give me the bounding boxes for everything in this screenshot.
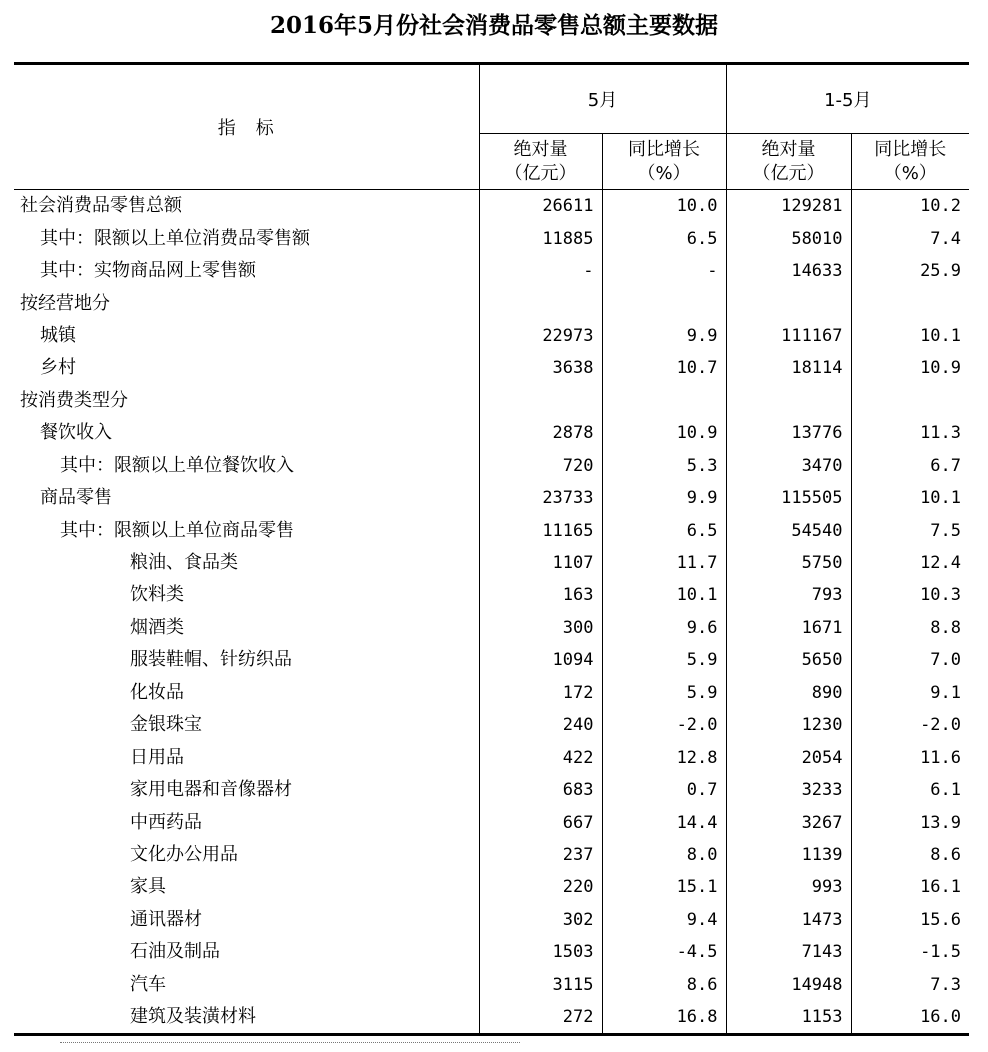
row-label: 文化办公用品 (14, 839, 479, 871)
row-label: 服装鞋帽、针纺织品 (14, 644, 479, 676)
cell-month-abs: 240 (479, 709, 602, 741)
cell-ytd-abs: 3267 (726, 806, 851, 838)
cell-month-abs: 237 (479, 839, 602, 871)
cell-month-abs: 172 (479, 677, 602, 709)
cell-ytd-abs: 2054 (726, 741, 851, 773)
table-row (14, 644, 969, 676)
cell-ytd-abs: 18114 (726, 352, 851, 384)
cell-ytd-abs: 1473 (726, 904, 851, 936)
cell-month-abs: 220 (479, 871, 602, 903)
table-row (14, 417, 969, 449)
retail-sales-table (14, 62, 969, 1036)
table-row (14, 871, 969, 903)
cell-ytd-yoy: 25.9 (920, 261, 962, 282)
header-indicator: 指 标 (14, 64, 479, 190)
table-row (14, 547, 969, 579)
cell-ytd-yoy (851, 385, 969, 417)
table-row (14, 741, 969, 773)
cell-month-abs: 3638 (479, 352, 602, 384)
header-month-abs: 绝对量 （亿元） (479, 134, 602, 190)
row-label: 餐饮收入 (14, 417, 479, 449)
cell-ytd-yoy: 16.0 (851, 1001, 969, 1035)
table-row (14, 677, 969, 709)
cell-ytd-abs: 1671 (726, 612, 851, 644)
cell-ytd-abs: 3470 (726, 450, 851, 482)
table-body (14, 190, 969, 1035)
cell-ytd-abs (726, 385, 851, 417)
cell-month-yoy: 10.0 (602, 190, 726, 223)
table-row (14, 806, 969, 838)
cell-month-yoy (602, 287, 726, 319)
cell-ytd-yoy: 12.4 (920, 553, 962, 574)
cell-ytd-yoy: 7.5 (930, 520, 962, 541)
table-row (14, 936, 969, 968)
table-row (14, 579, 969, 611)
cell-month-abs: 11165 (479, 514, 602, 546)
cell-ytd-abs: 14948 (726, 969, 851, 1001)
cell-ytd-yoy: 16.1 (920, 877, 962, 898)
cell-month-yoy: 6.5 (602, 514, 726, 546)
table-row (14, 1001, 969, 1035)
table-row (14, 482, 969, 514)
table-row (14, 612, 969, 644)
table-row (14, 969, 969, 1001)
cell-month-abs: 272 (479, 1001, 602, 1035)
cell-month-abs: 1107 (479, 547, 602, 579)
header-group-month: 5月 (479, 64, 726, 134)
cell-month-yoy: -2.0 (602, 709, 726, 741)
cell-month-abs: 300 (479, 612, 602, 644)
row-label: 金银珠宝 (14, 709, 479, 741)
row-label: 石油及制品 (14, 936, 479, 968)
cell-ytd-yoy: 8.8 (930, 617, 962, 638)
row-label: 通讯器材 (14, 904, 479, 936)
cell-month-yoy: 15.1 (602, 871, 726, 903)
cell-ytd-yoy: 7.0 (930, 650, 962, 671)
header-ytd-abs: 绝对量 （亿元） (726, 134, 851, 190)
row-label: 粮油、食品类 (14, 547, 479, 579)
cell-month-abs: 3115 (479, 969, 602, 1001)
row-label: 社会消费品零售总额 (14, 190, 479, 223)
cell-month-abs: - (479, 255, 602, 287)
table-row (14, 385, 969, 417)
cell-month-yoy: 14.4 (602, 806, 726, 838)
cell-ytd-abs: 129281 (726, 190, 851, 223)
cell-ytd-yoy: 6.1 (930, 780, 962, 801)
row-label: 乡村 (14, 352, 479, 384)
table-row (14, 450, 969, 482)
cell-month-yoy: 9.6 (602, 612, 726, 644)
cell-ytd-abs: 14633 (726, 255, 851, 287)
cell-month-abs: 11885 (479, 222, 602, 254)
cell-ytd-abs: 993 (726, 871, 851, 903)
cell-ytd-yoy: 9.1 (930, 682, 962, 703)
cell-ytd-yoy: -1.5 (920, 942, 962, 963)
row-label: 家用电器和音像器材 (14, 774, 479, 806)
cell-ytd-abs: 58010 (726, 222, 851, 254)
cell-ytd-yoy: 11.3 (920, 423, 962, 444)
row-label: 商品零售 (14, 482, 479, 514)
cell-month-yoy: 16.8 (602, 1001, 726, 1035)
cell-month-abs: 720 (479, 450, 602, 482)
cell-ytd-yoy (851, 287, 969, 319)
cell-month-abs: 23733 (479, 482, 602, 514)
table-row (14, 287, 969, 319)
cell-month-abs: 683 (479, 774, 602, 806)
cell-ytd-abs: 793 (726, 579, 851, 611)
header-group-ytd: 1-5月 (726, 64, 969, 134)
row-label: 其中：实物商品网上零售额 (14, 255, 479, 287)
header-month-yoy: 同比增长 （%） (602, 134, 726, 190)
cell-ytd-abs: 890 (726, 677, 851, 709)
row-label: 建筑及装潢材料 (14, 1001, 479, 1035)
cell-month-abs: 163 (479, 579, 602, 611)
cell-ytd-yoy: 7.3 (930, 974, 962, 995)
row-label: 按经营地分 (14, 287, 479, 319)
cell-month-yoy: 5.9 (602, 644, 726, 676)
cell-month-abs: 422 (479, 741, 602, 773)
cell-month-yoy: 9.4 (602, 904, 726, 936)
cell-ytd-yoy: 8.6 (930, 844, 962, 865)
cell-ytd-abs: 5750 (726, 547, 851, 579)
cell-ytd-abs: 1153 (726, 1001, 851, 1035)
cell-ytd-yoy: 6.7 (930, 455, 962, 476)
table-row (14, 774, 969, 806)
cell-month-abs: 1094 (479, 644, 602, 676)
row-label: 汽车 (14, 969, 479, 1001)
page-title: 2016年5月份社会消费品零售总额主要数据 (269, 12, 719, 39)
cell-month-yoy: 10.9 (602, 417, 726, 449)
row-label: 中西药品 (14, 806, 479, 838)
cell-month-yoy: 8.6 (602, 969, 726, 1001)
row-label: 其中：限额以上单位餐饮收入 (14, 450, 479, 482)
table-row (14, 352, 969, 384)
table-row (14, 190, 969, 223)
table-row (14, 709, 969, 741)
row-label: 按消费类型分 (14, 385, 479, 417)
cell-ytd-yoy: 7.4 (930, 228, 962, 249)
cell-month-yoy (602, 385, 726, 417)
row-label: 烟酒类 (14, 612, 479, 644)
cell-ytd-yoy: 11.6 (920, 747, 962, 768)
cell-month-yoy: 12.8 (602, 741, 726, 773)
cell-ytd-abs: 111167 (726, 320, 851, 352)
cell-ytd-abs: 5650 (726, 644, 851, 676)
cell-ytd-abs: 3233 (726, 774, 851, 806)
cell-month-yoy: 9.9 (602, 320, 726, 352)
cell-month-yoy: 10.7 (602, 352, 726, 384)
table-row (14, 514, 969, 546)
cell-month-abs: 2878 (479, 417, 602, 449)
cell-ytd-yoy: 10.1 (920, 488, 962, 509)
cell-ytd-abs: 1139 (726, 839, 851, 871)
cell-month-abs (479, 385, 602, 417)
row-label: 其中：限额以上单位消费品零售额 (14, 222, 479, 254)
row-label: 城镇 (14, 320, 479, 352)
cell-month-yoy: 5.9 (602, 677, 726, 709)
cell-month-yoy: 0.7 (602, 774, 726, 806)
cell-ytd-yoy: 10.2 (920, 196, 962, 217)
cell-ytd-abs: 115505 (726, 482, 851, 514)
cell-ytd-yoy: 10.9 (920, 358, 962, 379)
cell-ytd-yoy: -2.0 (920, 715, 962, 736)
cell-month-abs: 26611 (479, 190, 602, 223)
table-row (14, 255, 969, 287)
cell-ytd-abs (726, 287, 851, 319)
footnote-divider (60, 1042, 520, 1049)
cell-ytd-abs: 1230 (726, 709, 851, 741)
row-label: 其中：限额以上单位商品零售 (14, 514, 479, 546)
cell-month-yoy: -4.5 (602, 936, 726, 968)
row-label: 日用品 (14, 741, 479, 773)
cell-month-yoy: 10.1 (602, 579, 726, 611)
row-label: 家具 (14, 871, 479, 903)
table-row (14, 320, 969, 352)
cell-month-abs: 22973 (479, 320, 602, 352)
cell-ytd-yoy: 15.6 (920, 909, 962, 930)
cell-month-yoy: - (602, 255, 726, 287)
header-ytd-yoy: 同比增长 （%） (851, 134, 969, 190)
table-row (14, 222, 969, 254)
cell-month-abs: 667 (479, 806, 602, 838)
cell-month-yoy: 9.9 (602, 482, 726, 514)
cell-ytd-yoy: 10.3 (920, 585, 962, 606)
row-label: 化妆品 (14, 677, 479, 709)
table-row (14, 904, 969, 936)
cell-ytd-abs: 13776 (726, 417, 851, 449)
cell-month-abs: 1503 (479, 936, 602, 968)
cell-ytd-abs: 54540 (726, 514, 851, 546)
cell-month-abs (479, 287, 602, 319)
cell-ytd-yoy: 13.9 (920, 812, 962, 833)
cell-ytd-yoy: 10.1 (920, 325, 962, 346)
cell-ytd-abs: 7143 (726, 936, 851, 968)
cell-month-yoy: 6.5 (602, 222, 726, 254)
cell-month-yoy: 11.7 (602, 547, 726, 579)
cell-month-yoy: 5.3 (602, 450, 726, 482)
table-row (14, 839, 969, 871)
cell-month-yoy: 8.0 (602, 839, 726, 871)
cell-month-abs: 302 (479, 904, 602, 936)
row-label: 饮料类 (14, 579, 479, 611)
